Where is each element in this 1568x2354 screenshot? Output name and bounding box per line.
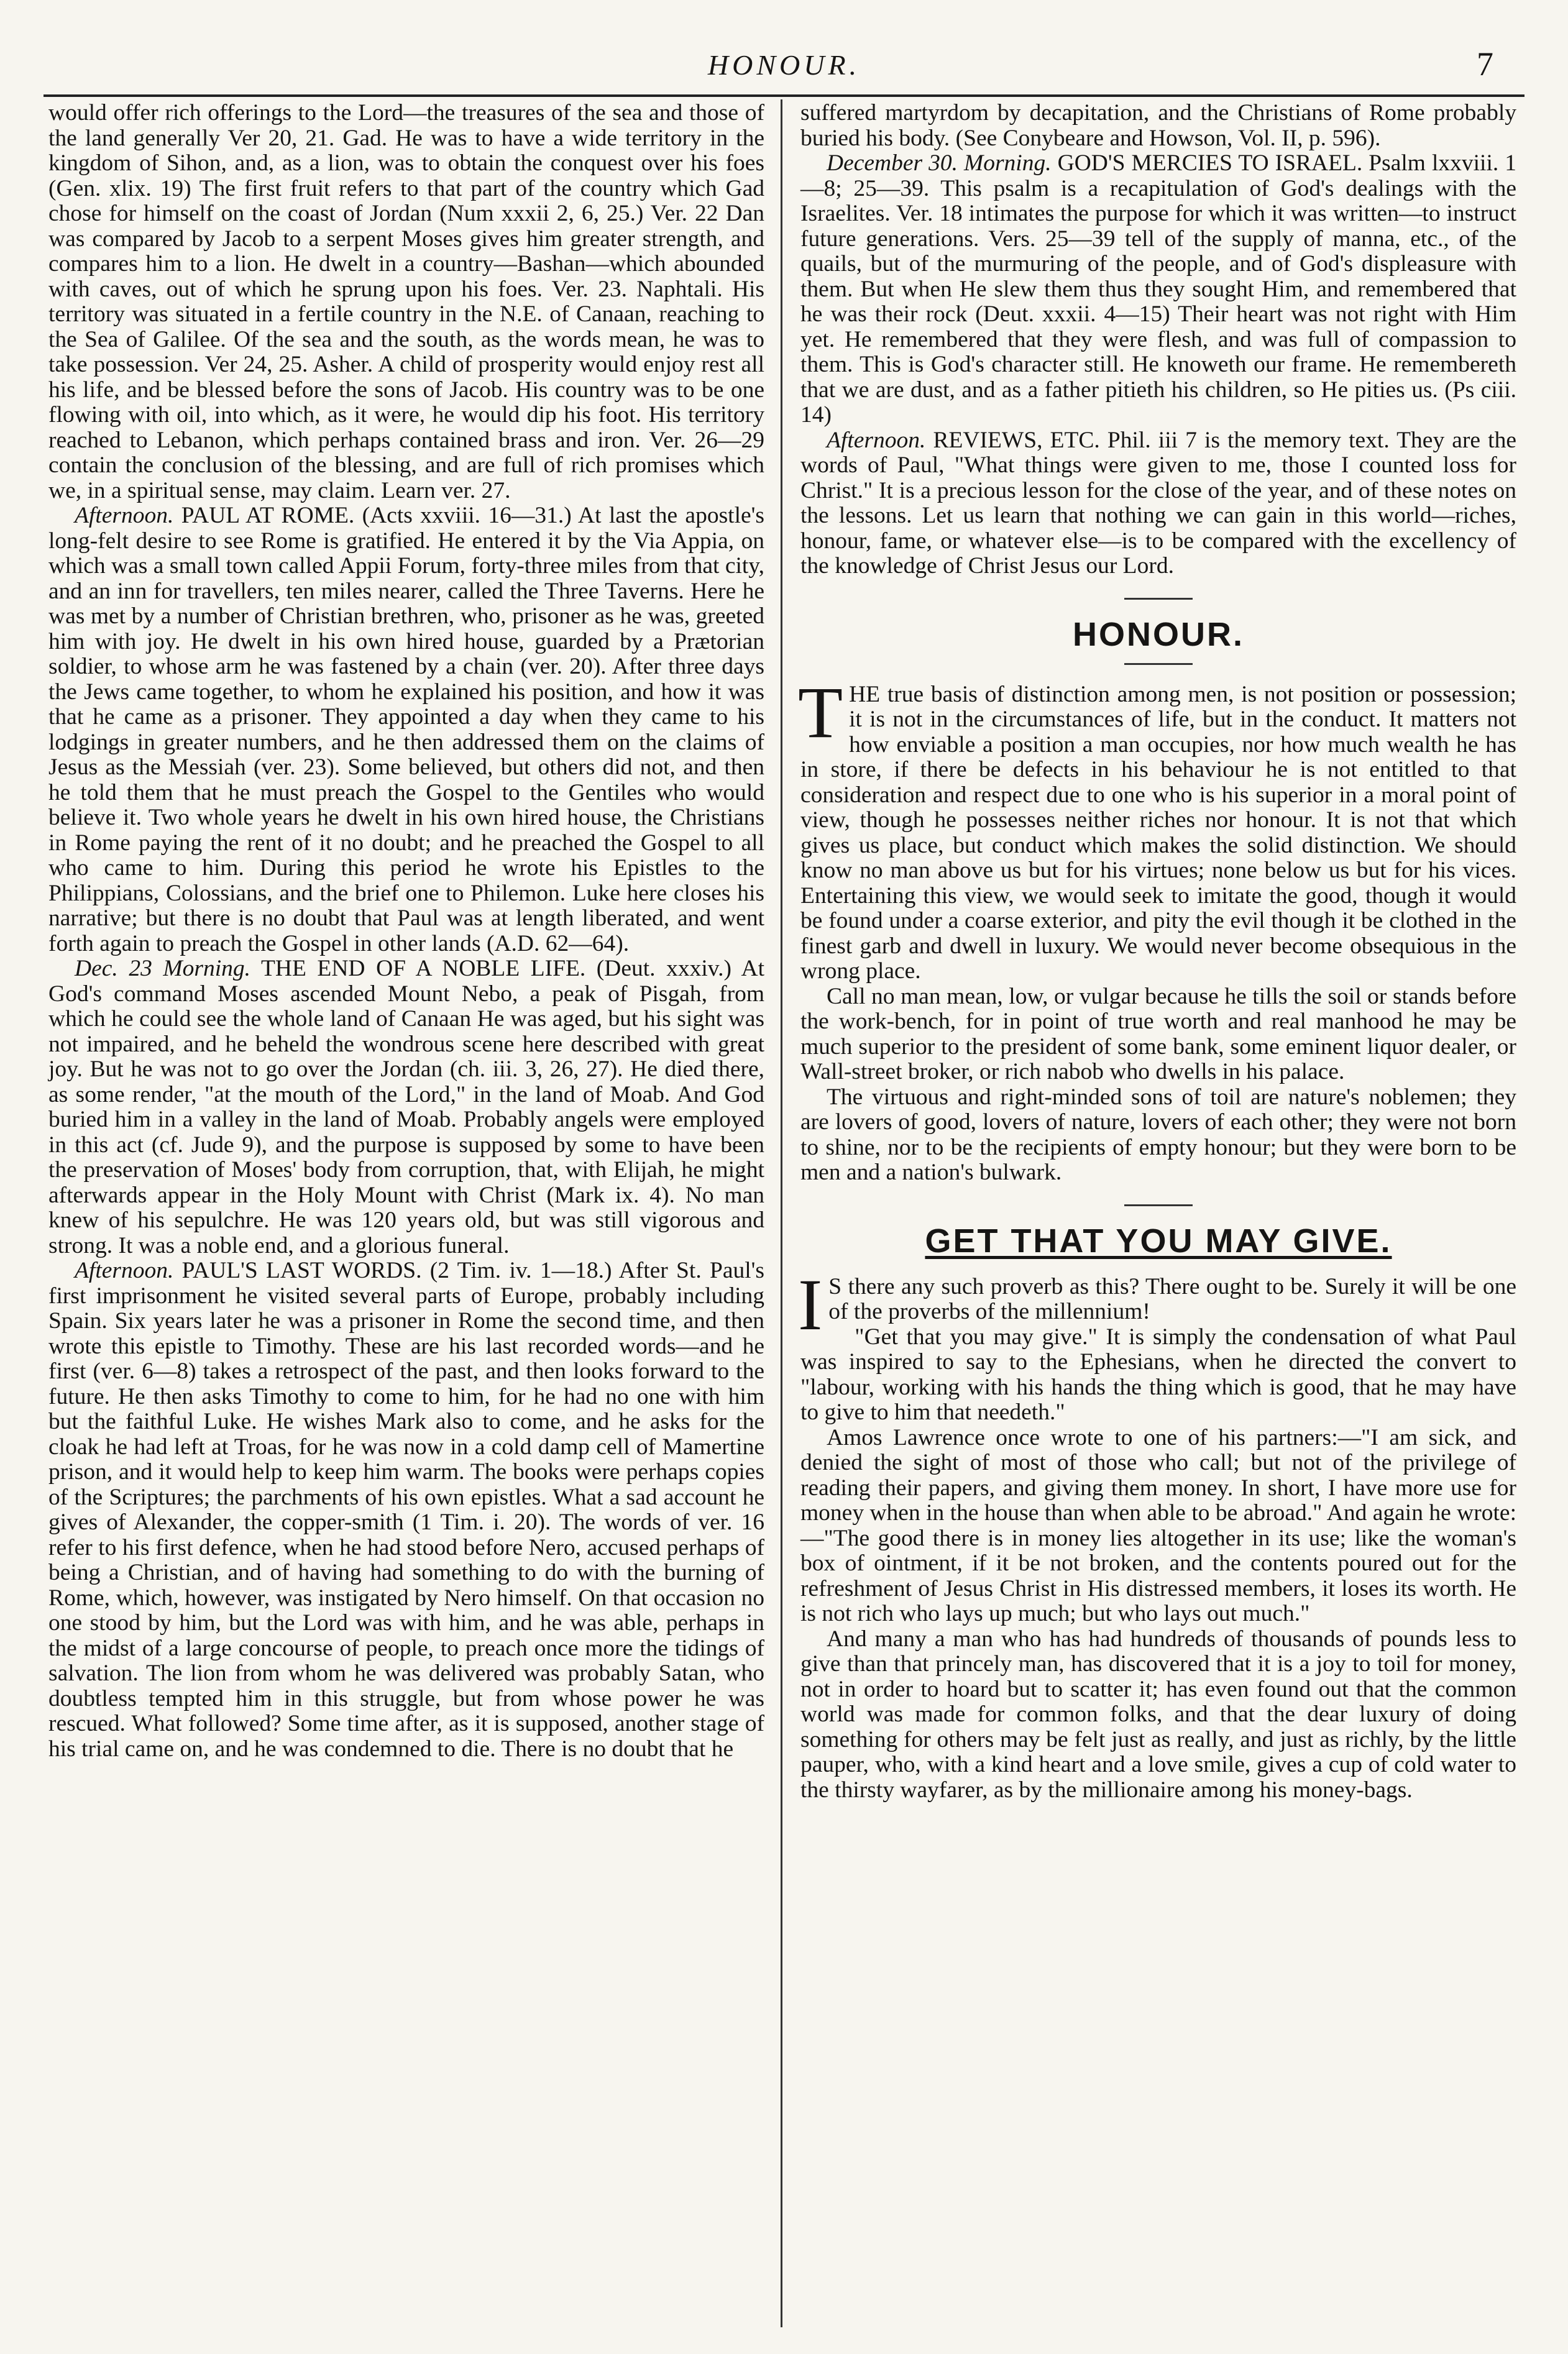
article-paragraph: I S there any such proverb as this? There ought to be. Surely it will be one of the proverbs of the millennium! <box>798 1263 1516 1345</box>
honour-title: HONOUR. <box>1073 615 1244 653</box>
column-divider <box>781 99 782 2327</box>
left-column <box>48 101 764 1762</box>
article-paragraph: Afternoon. PAUL AT ROME. (Acts xxviii. 16—31.) At last the apostle's long-felt desire to see Rome is gratified. He entered it by the Via Appia, on which was a small town called Appii Forum, forty-three miles from that city, and an inn for travellers, ten miles nearer, called the Three Taverns. Here he was met by a number of Christian brethren, who, prisoner as he was, greeted him with joy. He dwelt in his own hired house, guarded by a Prætorian soldier, to whose arm he was fastened by a chain (ver. 20). After three days the Jews came together, to whom he explained his position, and how it was that he came as a prisoner. They appointed a day when they came to his lodgings in greater numbers, and he then addressed them on the claims of Jesus as the Messiah (ver. 23). Some believed, but others did not, and then he told them that he must preach the Gospel to the Gentiles who would believe it. Two whole years he dwelt in his own hired house, the Christians in Rome paying the rent of it no doubt; and he preached the Gospel to all who came to him. During this period he wrote his Epistles to the Philippians, Colossians, and the brief one to Philemon. Luke here closes his narrative; but there is no doubt that Paul was at length liberated, and went forth again to preach the Gospel in other lands (A.D. 62—64). <box>48 503 764 956</box>
give-title: GET THAT YOU MAY GIVE. <box>925 1222 1392 1260</box>
article-paragraph: THE true basis of distinction among men, is not position or possession; it is not in the circumstances of life, but in the conduct. It matters not how enviable a position a man occupies, nor how much wealth he has in store, if there be defects in his behaviour he is not entitled to that consideration and respect due to one who is his superior in a moral point of view, though he possesses neither riches nor honour. It is not that which gives us place, but conduct which makes the solid distinction. We should know no man above us but for his virtues; none below us but for his vices. Entertaining this view, we would seek to imitate the good, though it would be found under a coarse exterior, and pity the evil though it be clothed in the finest garb and dwell in luxury. We would never become obsequious in the wrong place. <box>798 671 1516 984</box>
running-title: HONOUR. <box>707 49 861 81</box>
article-paragraph: Afternoon. PAUL'S LAST WORDS. (2 Tim. iv. 1—18.) After St. Paul's first imprisonment he visited several parts of Europe, probably including Spain. Six years later he was a prisoner in Rome the second time, and then wrote this epistle to Timothy. These are his last recorded words—and he first (ver. 6—8) takes a retrospect of the past, and then looks forward to the future. He then asks Timothy to come to him, for he had no one with him but the faithful Luke. He wishes Mark also to come, and he asks for the cloak he had left at Troas, for he was now in a cold damp cell of Mamertine prison, and it would help to keep him warm. The books were perhaps copies of the Scriptures; the parchments of his own epistles. What a sad account he gives of Alexander, the copper-smith (1 Tim. i. 20). The words of ver. 16 refer to his first defence, when he had stood before Nero, accused perhaps of being a Christian, and of having had something to do with the burning of Rome, which, however, was instigated by Nero himself. On that occasion no one stood by him, but the Lord was with him, and he was able, perhaps in the midst of a large concourse of people, to preach once more the tidings of salvation. The lion from whom he was delivered was probably Satan, who doubtless tempted him in this struggle, but from whose power he was rescued. What followed? Some time after, as it is supposed, another stage of his trial came on, and he was condemned to die. There is no doubt that he <box>48 1258 764 1762</box>
article-paragraph: Afternoon. REVIEWS, ETC. Phil. iii 7 is the memory text. They are the words of Paul, "What things were given to me, those I counted loss for Christ." It is a precious lesson for the close of the year, and of these notes on the lessons. Let us learn that nothing we can gain in this world—riches, honour, fame, or whatever else—is to be compared with the excellency of the knowledge of Christ Jesus our Lord. <box>800 427 1516 579</box>
article-paragraph: The virtuous and right-minded sons of toil are nature's noblemen; they are lovers of good, lovers of nature, lovers of each other; they were not born to shine, nor to be the recipients of empty honour; but they were born to be men and a nation's bulwark. <box>800 1084 1516 1185</box>
article-paragraph: Dec. 23 Morning. THE END OF A NOBLE LIFE. (Deut. xxxiv.) At God's command Moses ascended Mount Nebo, a peak of Pisgah, from which he could see the whole land of Canaan He was aged, but his sight was not impaired, and he beheld the wondrous scene here described with great joy. But he was not to go over the Jordan (ch. iii. 3, 26, 27). He died there, as some render, "at the mouth of the Lord," in the land of Moab. And God buried him in a valley in the land of Moab. Probably angels were employed in this act (cf. Jude 9), and the purpose is supposed by some to have been the preservation of Moses' body from corruption, that, with Elijah, he might afterwards appear in the Holy Mount with Christ (Mark ix. 4). No man knew of his sepulchre. He was 120 years old, but was still vigorous and strong. It was a noble end, and a glorious funeral. <box>48 956 764 1258</box>
right-column <box>800 101 1516 1803</box>
page-header <box>0 0 1568 93</box>
section-separator <box>1124 598 1193 600</box>
drop-cap: I <box>798 1263 823 1345</box>
article-paragraph: Amos Lawrence once wrote to one of his partners:—"I am sick, and denied the sight of most of those who call; but not of the privilege of reading their papers, and giving them money. In short, I have more use for money when in the house than when able to be abroad." And again he wrote:—"The good there is in money lies altogether in its use; like the woman's box of ointment, if it be not broken, and the contents poured out for the refreshment of Jesus Christ in His distressed members, it loses its worth. He is not rich who lays up much; but who lays out much." <box>800 1424 1516 1626</box>
article-paragraph: December 30. Morning. GOD'S MERCIES TO ISRAEL. Psalm lxxviii. 1—8; 25—39. This psalm is a recapitulation of God's dealings with the Israelites. Ver. 18 intimates the purpose for which it was written—to instruct future generations. Vers. 25—39 tell of the supply of manna, etc., of the quails, but of the murmuring of the people, and of God's displeasure with them. But when He slew them thus they sought Him, and remembered that he was their rock (Deut. xxxii. 4—15) Their heart was not right with Him yet. He remembered that they were flesh, and was full of compassion to them. This is God's character still. He knoweth our frame. He remembereth that we are dust, and as a father pitieth his children, so He pities us. (Ps ciii. 14) <box>800 150 1516 428</box>
page-number: 7 <box>1477 45 1493 83</box>
title-rule <box>1124 663 1193 665</box>
article-paragraph: Call no man mean, low, or vulgar because he tills the soil or stands before the work-bench, for in point of true worth and real manhood he may be much superior to the president of some bank, some eminent liquor dealer, or Wall-street broker, or rich nabob who dwells in his palace. <box>800 983 1516 1084</box>
header-rule <box>44 94 1524 97</box>
article-paragraph: would offer rich offerings to the Lord—the treasures of the sea and those of the land generally Ver 20, 21. Gad. He was to have a wide territory in the kingdom of Sihon, and, as a lion, was to obtain the conquest over his foes (Gen. xlix. 19) The first fruit refers to that part of the country which Gad chose for himself on the coast of Jordan (Num xxxii 2, 6, 25.) Ver. 22 Dan was compared by Jacob to a serpent Moses gives him greater strength, and compares him to a lion. He dwelt in a country—Bashan—which abounded with caves, out of which he sprung upon his foes. Ver. 23. Naphtali. His territory was situated in a fertile country in the N.E. of Canaan, reaching to the Sea of Galilee. Of the sea and the south, as the words mean, he was to take possession. Ver 24, 25. Asher. A child of prosperity would enjoy rest all his life, and be blessed before the sons of Jacob. His country was to be one flowing with oil, into which, as it were, he would dip his foot. His territory reached to Lebanon, which perhaps contained brass and iron. Ver. 26—29 contain the conclusion of the blessing, and are full of rich promises which we, in a spiritual sense, may claim. Learn ver. 27. <box>48 100 764 503</box>
drop-cap: T <box>798 671 843 753</box>
article-paragraph: And many a man who has had hundreds of thousands of pounds less to give than that princely man, has discovered that it is a joy to toil for money, not in order to hoard but to scatter it; has even found out that the common world was made for common folks, and that the dear luxury of doing something for others may be felt just as really, and just as richly, by the little pauper, who, with a kind heart and a love smile, gives a cup of cold water to the thirsty wayfarer, as by the millionaire among his money-bags. <box>800 1626 1516 1803</box>
article-paragraph: suffered martyrdom by decapitation, and the Christians of Rome probably buried his body. (See Conybeare and Howson, Vol. II, p. 596). <box>800 100 1516 151</box>
section-separator <box>1124 1204 1193 1206</box>
article-paragraph: "Get that you may give." It is simply the condensation of what Paul was inspired to say to the Ephesians, when he directed the convert to "labour, working with his hands the thing which is good, that he may have to give to him that needeth." <box>800 1324 1516 1425</box>
